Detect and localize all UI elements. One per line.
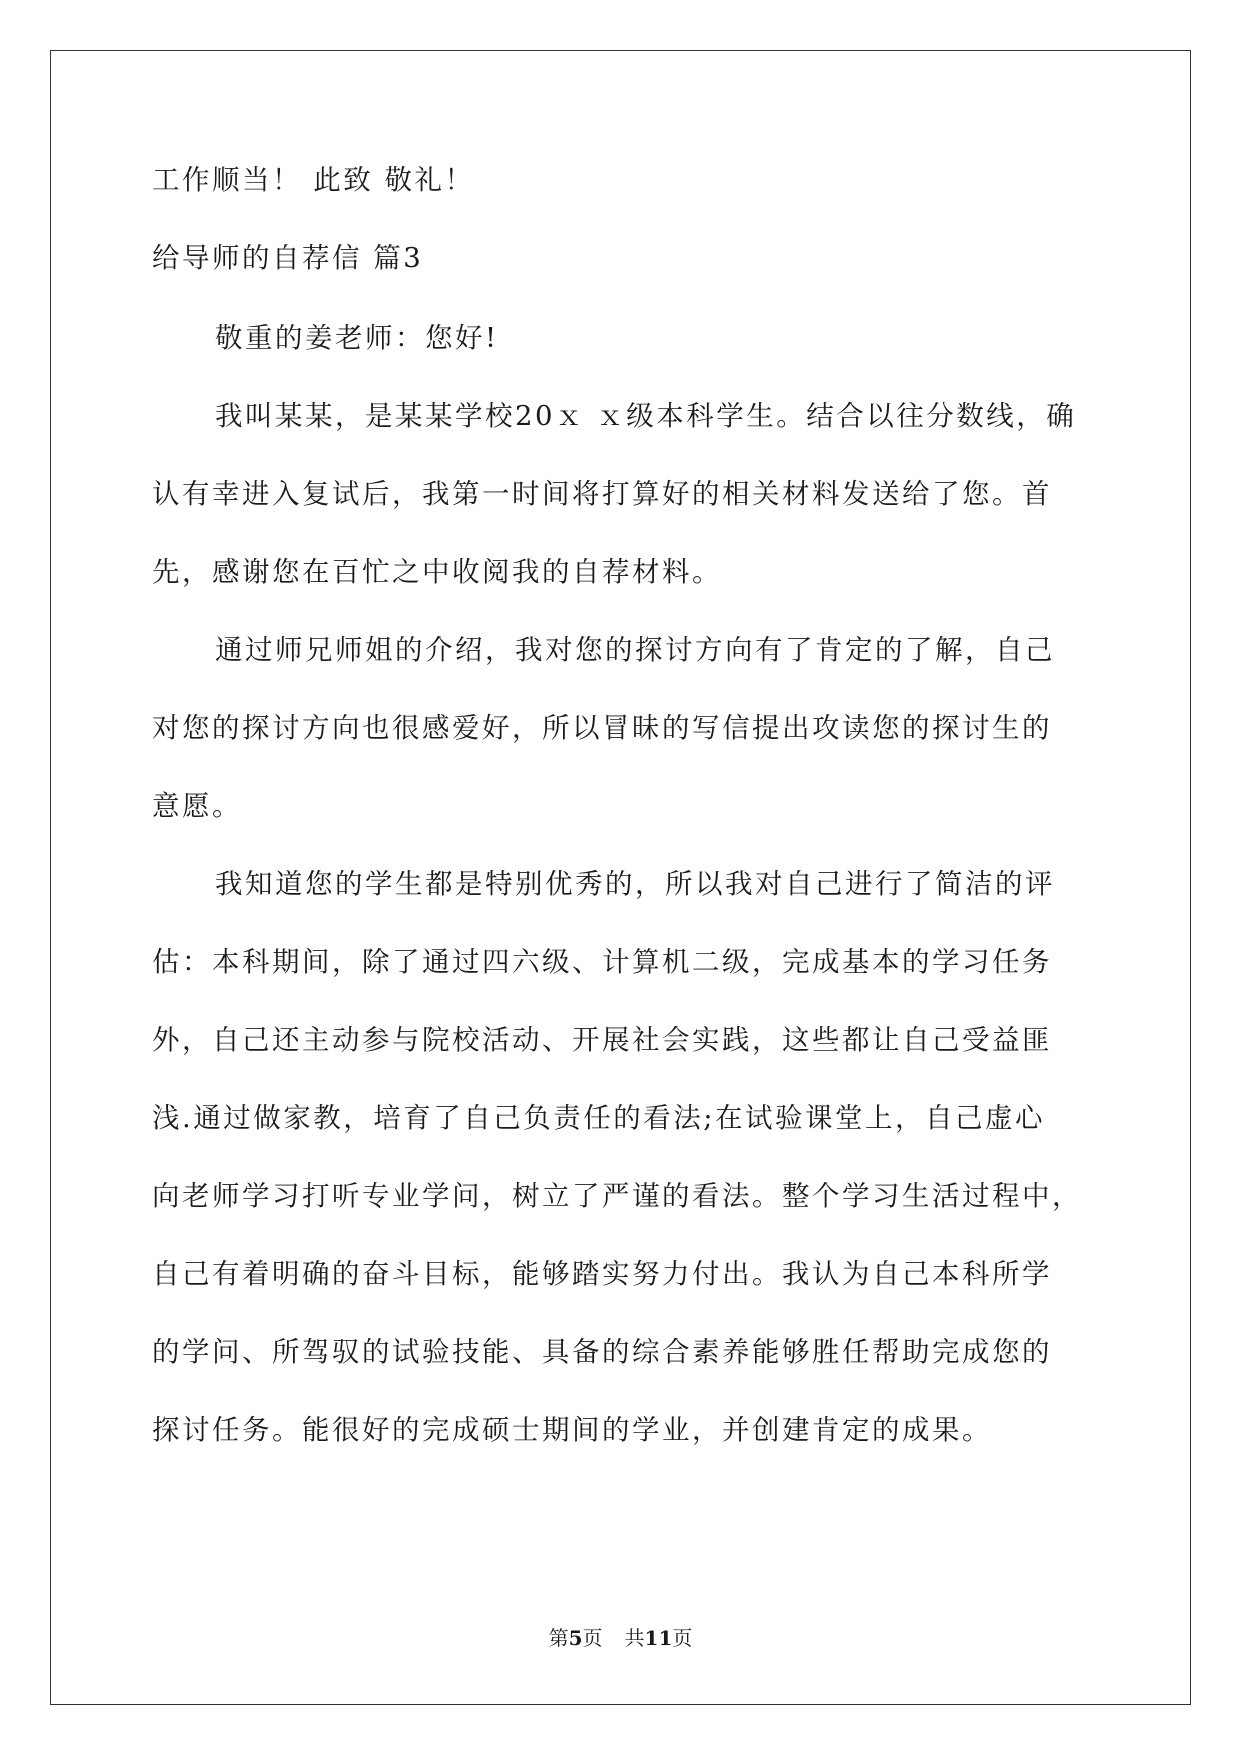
text-line: 浅.通过做家教，培育了自己负责任的看法;在试验课堂上，自己虚心 [152, 1102, 1046, 1134]
footer-total-suffix: 页 [672, 1626, 693, 1650]
section-heading: 给导师的自荐信 篇3 [152, 242, 424, 274]
text-line: 估：本科期间，除了通过四六级、计算机二级，完成基本的学习任务 [152, 946, 1052, 978]
text-line: 工作顺当！ 此致 敬礼！ [152, 164, 475, 196]
page-number: 5 [568, 1626, 583, 1650]
page-footer [0, 1622, 1241, 1651]
total-pages: 11 [644, 1626, 673, 1650]
text-line: 认有幸进入复试后，我第一时间将打算好的相关材料发送给了您。首 [152, 478, 1052, 510]
text-line: 对您的探讨方向也很感爱好，所以冒昧的写信提出攻读您的探讨生的 [152, 712, 1052, 744]
text-line: 通过师兄师姐的介绍，我对您的探讨方向有了肯定的了解，自己 [215, 634, 1055, 666]
text-line: 向老师学习打听专业学问，树立了严谨的看法。整个学习生活过程中， [152, 1180, 1082, 1212]
text-line: 外，自己还主动参与院校活动、开展社会实践，这些都让自己受益匪 [152, 1024, 1052, 1056]
text-line: 探讨任务。能很好的完成硕士期间的学业，并创建肯定的成果。 [152, 1414, 992, 1446]
footer-prefix: 第 [548, 1626, 569, 1650]
text-line: 的学问、所驾驭的试验技能、具备的综合素养能够胜任帮助完成您的 [152, 1336, 1052, 1368]
footer-total-prefix: 共 [624, 1626, 645, 1650]
text-line: 自己有着明确的奋斗目标，能够踏实努力付出。我认为自己本科所学 [152, 1258, 1052, 1290]
text-line: 我叫某某，是某某学校20ｘ ｘ级本科学生。结合以往分数线，确 [215, 400, 1077, 432]
footer-page-suffix: 页 [582, 1626, 603, 1650]
text-line: 意愿。 [152, 790, 242, 822]
text-line: 先，感谢您在百忙之中收阅我的自荐材料。 [152, 556, 722, 588]
text-line: 我知道您的学生都是特别优秀的，所以我对自己进行了简洁的评 [215, 868, 1055, 900]
salutation: 敬重的姜老师：您好! [215, 322, 499, 354]
